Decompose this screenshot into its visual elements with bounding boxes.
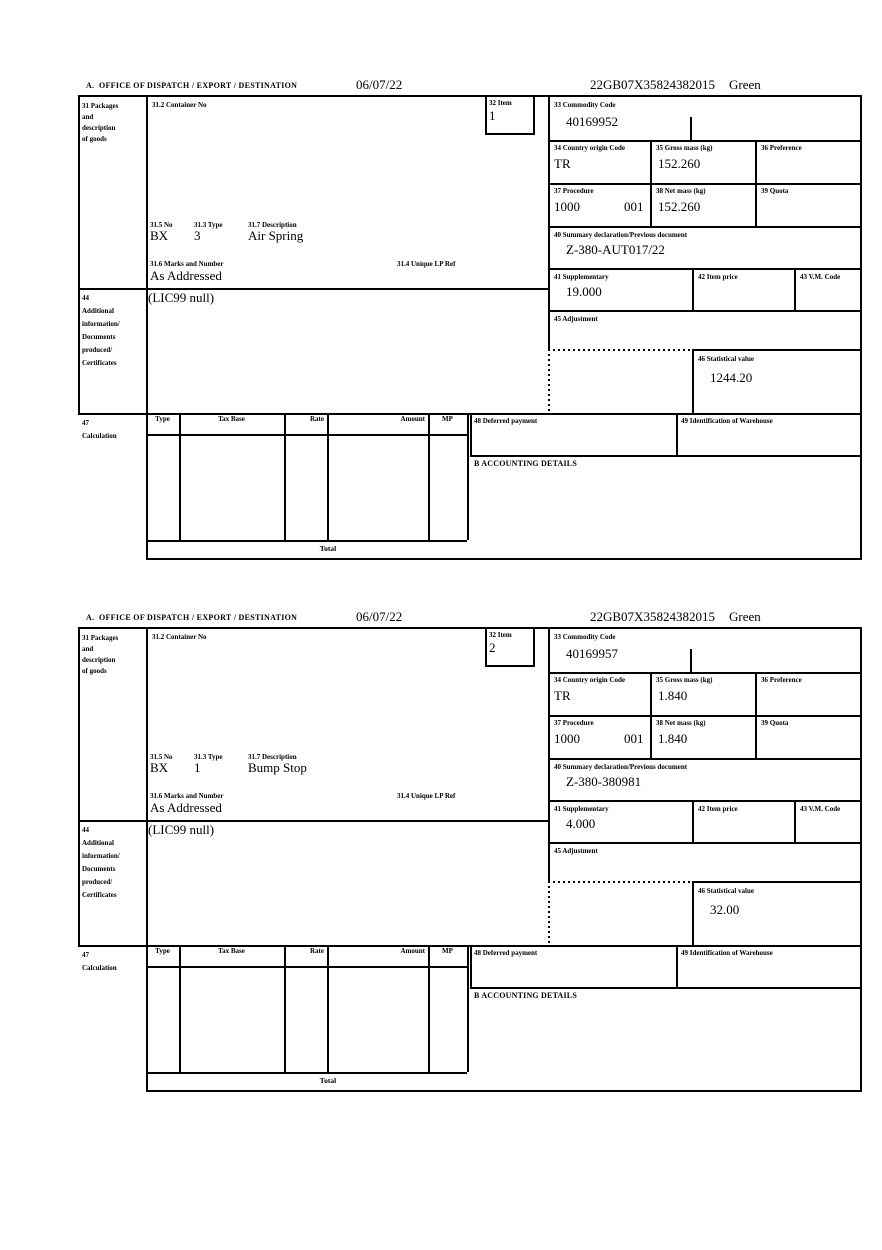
border-line [860, 95, 862, 560]
border-line [548, 842, 862, 844]
border-line [146, 1072, 467, 1074]
commodity-code-label: 33 Commodity Code [554, 633, 616, 641]
procedure-value: 1000 [554, 199, 580, 214]
package-type-value: 3 [194, 228, 201, 243]
summary-declaration-label: 40 Summary declaration/Previous document [554, 763, 688, 771]
gross-mass-value: 1.840 [658, 688, 688, 703]
border-line [470, 413, 472, 455]
border-line [485, 665, 535, 667]
additional-info-value: (LIC99 null) [148, 290, 215, 305]
procedure-label: 37 Procedure [554, 719, 594, 727]
commodity-code-tick [690, 649, 692, 672]
gross-mass-value: 152.260 [658, 156, 701, 171]
tax-base-column-header: Tax Base [218, 947, 245, 955]
preference-label: 36 Preference [761, 676, 802, 684]
tax-type-column-header: Type [155, 415, 170, 423]
gross-mass-label: 35 Gross mass (kg) [656, 676, 713, 684]
adjustment-label: 45 Adjustment [554, 315, 598, 323]
border-line [692, 881, 694, 945]
border-line [179, 413, 181, 540]
border-line [860, 627, 862, 1092]
border-line [692, 349, 862, 351]
supplementary-label: 41 Supplementary [554, 805, 609, 813]
net-mass-value: 1.840 [658, 731, 688, 746]
border-line [179, 945, 181, 1072]
commodity-code-tick [690, 117, 692, 140]
header-item-2 [0, 609, 882, 629]
item-price-label: 42 Item price [698, 805, 738, 813]
border-line [78, 627, 862, 629]
quota-label: 39 Quota [761, 719, 789, 727]
dispatch-date: 06/07/22 [356, 77, 403, 92]
container-no-label: 31.2 Container No [152, 101, 207, 109]
border-line [146, 558, 862, 560]
dispatch-date: 06/07/22 [356, 609, 403, 624]
commodity-code-value: 40169952 [566, 114, 618, 129]
border-line [548, 183, 862, 185]
item-price-label: 42 Item price [698, 273, 738, 281]
border-line [146, 627, 148, 1092]
procedure-label: 37 Procedure [554, 187, 594, 195]
additional-information-label: 44 Additional information/ Documents produced/ Certificates [82, 826, 120, 899]
border-line [327, 945, 329, 1072]
description-label: 31.7 Description [248, 753, 297, 761]
border-line [146, 540, 467, 542]
package-type-label: 31.3 Type [194, 221, 223, 229]
package-type-label: 31.3 Type [194, 753, 223, 761]
border-line [676, 945, 678, 987]
supplementary-value: 19.000 [566, 284, 602, 299]
calculation-label: 47 Calculation [82, 951, 117, 972]
summary-declaration-value: Z-380-380981 [566, 774, 642, 789]
border-line [78, 627, 80, 945]
item-number-value: 1 [489, 108, 496, 123]
additional-information-label: 44 Additional information/ Documents produced/ Certificates [82, 294, 120, 367]
border-line [548, 800, 862, 802]
deferred-payment-label: 48 Deferred payment [474, 417, 538, 425]
additional-info-value: (LIC99 null) [148, 822, 215, 837]
border-line [548, 95, 550, 349]
border-line [146, 1090, 862, 1092]
form-item-1 [78, 95, 864, 562]
package-no-label: 31.5 No [150, 221, 173, 229]
total-label: Total [319, 1076, 337, 1085]
amount-column-header: Amount [400, 415, 425, 423]
border-line [327, 413, 329, 540]
item-number-value: 2 [489, 640, 496, 655]
border-line [78, 95, 862, 97]
unique-lp-ref-label: 31.4 Unique LP Ref [397, 792, 456, 800]
border-line [548, 268, 862, 270]
statistical-value-label: 46 Statistical value [698, 887, 754, 895]
marks-value: As Addressed [150, 268, 222, 283]
mp-column-header: MP [442, 947, 453, 955]
border-line [548, 627, 550, 881]
header-item-1 [0, 77, 882, 97]
border-line [755, 672, 757, 758]
office-of-dispatch-label: A. OFFICE OF DISPATCH / EXPORT / DESTINATION [86, 613, 298, 622]
border-line [692, 800, 694, 842]
border-line [470, 987, 862, 989]
border-line [676, 413, 678, 455]
packages-description-label: 31 Packages and description of goods [82, 634, 119, 675]
border-line [548, 715, 862, 717]
amount-column-header: Amount [400, 947, 425, 955]
net-mass-value: 152.260 [658, 199, 701, 214]
package-no-value: BX [150, 228, 169, 243]
border-line [755, 140, 757, 226]
border-line [146, 95, 148, 560]
country-origin-label: 34 Country origin Code [554, 676, 625, 684]
country-origin-label: 34 Country origin Code [554, 144, 625, 152]
routing-status: Green [729, 77, 761, 92]
procedure-2-value: 001 [624, 199, 644, 214]
deferred-payment-label: 48 Deferred payment [474, 949, 538, 957]
accounting-details-label: B ACCOUNTING DETAILS [474, 459, 577, 468]
routing-status: Green [729, 609, 761, 624]
border-line [692, 349, 694, 413]
dotted-line [548, 881, 694, 883]
statistical-value: 32.00 [710, 902, 740, 917]
supplementary-value: 4.000 [566, 816, 596, 831]
border-line [692, 268, 694, 310]
item-number-label: 32 Item [489, 631, 512, 639]
border-line [548, 672, 862, 674]
vm-code-label: 43 V.M. Code [800, 273, 841, 281]
dotted-line [548, 349, 550, 413]
procedure-value: 1000 [554, 731, 580, 746]
procedure-2-value: 001 [624, 731, 644, 746]
office-of-dispatch-label: A. OFFICE OF DISPATCH / EXPORT / DESTINATION [86, 81, 298, 90]
marks-value: As Addressed [150, 800, 222, 815]
form-item-2 [78, 627, 864, 1094]
border-line [284, 945, 286, 1072]
border-line [485, 95, 487, 133]
border-line [485, 133, 535, 135]
declaration-reference: 22GB07X35824382015 [590, 609, 715, 624]
tax-type-column-header: Type [155, 947, 170, 955]
border-line [794, 800, 796, 842]
border-line [428, 945, 430, 1072]
border-line [284, 413, 286, 540]
border-line [548, 226, 862, 228]
total-label: Total [319, 544, 337, 553]
rate-column-header: Rate [310, 415, 324, 423]
summary-declaration-value: Z-380-AUT017/22 [566, 242, 665, 257]
commodity-code-value: 40169957 [566, 646, 618, 661]
border-line [146, 966, 467, 968]
border-line [548, 140, 862, 142]
summary-declaration-label: 40 Summary declaration/Previous document [554, 231, 688, 239]
vm-code-label: 43 V.M. Code [800, 805, 841, 813]
rate-column-header: Rate [310, 947, 324, 955]
description-label: 31.7 Description [248, 221, 297, 229]
warehouse-id-label: 49 Identification of Warehouse [681, 949, 773, 957]
package-type-value: 1 [194, 760, 201, 775]
border-line [548, 310, 862, 312]
tax-base-column-header: Tax Base [218, 415, 245, 423]
statistical-value: 1244.20 [710, 370, 753, 385]
border-line [428, 413, 430, 540]
container-no-label: 31.2 Container No [152, 633, 207, 641]
item-number-label: 32 Item [489, 99, 512, 107]
border-line [533, 95, 535, 135]
quota-label: 39 Quota [761, 187, 789, 195]
calculation-label: 47 Calculation [82, 419, 117, 440]
mp-column-header: MP [442, 415, 453, 423]
gross-mass-label: 35 Gross mass (kg) [656, 144, 713, 152]
goods-description-value: Air Spring [248, 228, 304, 243]
border-line [146, 434, 467, 436]
marks-and-number-label: 31.6 Marks and Number [150, 260, 224, 268]
package-no-value: BX [150, 760, 169, 775]
border-line [485, 627, 487, 665]
packages-description-label: 31 Packages and description of goods [82, 102, 119, 143]
border-line [794, 268, 796, 310]
unique-lp-ref-label: 31.4 Unique LP Ref [397, 260, 456, 268]
supplementary-label: 41 Supplementary [554, 273, 609, 281]
dotted-line [548, 881, 550, 945]
declaration-reference: 22GB07X35824382015 [590, 77, 715, 92]
border-line [470, 455, 862, 457]
country-origin-value: TR [554, 156, 571, 171]
dotted-line [548, 349, 694, 351]
country-origin-value: TR [554, 688, 571, 703]
border-line [467, 413, 469, 540]
border-line [78, 95, 80, 413]
border-line [548, 758, 862, 760]
border-line [470, 945, 472, 987]
commodity-code-label: 33 Commodity Code [554, 101, 616, 109]
accounting-details-label: B ACCOUNTING DETAILS [474, 991, 577, 1000]
marks-and-number-label: 31.6 Marks and Number [150, 792, 224, 800]
net-mass-label: 38 Net mass (kg) [656, 719, 706, 727]
warehouse-id-label: 49 Identification of Warehouse [681, 417, 773, 425]
package-no-label: 31.5 No [150, 753, 173, 761]
border-line [467, 945, 469, 1072]
border-line [650, 672, 652, 758]
goods-description-value: Bump Stop [248, 760, 307, 775]
border-line [650, 140, 652, 226]
border-line [533, 627, 535, 667]
net-mass-label: 38 Net mass (kg) [656, 187, 706, 195]
border-line [692, 881, 862, 883]
adjustment-label: 45 Adjustment [554, 847, 598, 855]
preference-label: 36 Preference [761, 144, 802, 152]
statistical-value-label: 46 Statistical value [698, 355, 754, 363]
